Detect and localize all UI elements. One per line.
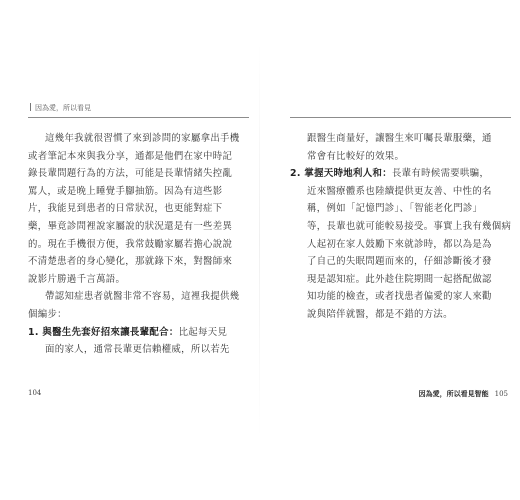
running-head	[30, 103, 91, 113]
text-line: 知功能的檢查，或者找患者偏愛的家人來勸	[307, 291, 492, 303]
text-line: 現是認知症。此外趁住院期間一起搭配做認	[307, 273, 492, 285]
header-rule	[28, 117, 249, 118]
page-number: 105	[494, 390, 508, 398]
text-line: 了自己的失眠問題而來的，仔細診斷後才發	[307, 256, 492, 268]
text-line: 罵人，或是晚上睡覺手腳抽筋。因為有這些影	[28, 185, 223, 197]
list-item-1	[28, 324, 253, 342]
text-line: 長輩有時候需要哄騙，	[391, 168, 490, 180]
right-page	[260, 0, 520, 500]
running-head-bar	[30, 103, 31, 111]
text-line: 近來醫療體系也陸續提供更友善、中性的名	[307, 185, 492, 197]
footer-book-title: 因為愛，所以看見智能	[418, 389, 489, 398]
text-line: 面的家人，通常長輩更信賴權威，所以若先	[45, 344, 230, 356]
text-line: 說與陪伴就醫，都是不錯的方法。	[307, 308, 453, 320]
running-head-text: 因為愛，所以看見	[35, 104, 91, 112]
header-rule	[290, 117, 511, 118]
text-line: 不清楚患者的身心變化，那就錄下來，對醫師來	[28, 256, 233, 268]
text-line: 或者筆記本來與我分享，通都是他們在家中時記	[28, 150, 233, 162]
text-line: 的。現在手機很方便，我常鼓勵家屬若擔心說說	[28, 238, 233, 250]
text-line: 個編步：	[28, 308, 67, 320]
list-item-heading: 2. 掌握天時地利人和：	[290, 168, 392, 180]
text-line: 說影片勝過千言萬語。	[28, 273, 126, 285]
page-number: 104	[28, 389, 42, 397]
body-paragraph-2	[290, 130, 515, 324]
text-line: 錄長輩問題行為的方法，可能是長輩情緒失控亂	[28, 168, 233, 180]
body-paragraph-1	[28, 130, 253, 359]
text-line: 帶認知症患者就醫非常不容易，這裡我提供幾	[45, 291, 240, 303]
list-item-2	[290, 165, 515, 183]
text-line: 比起每天見	[178, 326, 228, 338]
text-line: 人起初在家人鼓勵下來就診時，都以為是為	[307, 238, 492, 250]
text-line: 跟醫生商量好，讓醫生來叮囑長輩服藥，通	[307, 133, 492, 144]
text-line: 這幾年我就很習慣了來到診問的家屬拿出手機	[45, 133, 240, 144]
text-line: 藥，畢竟診問裡說家屬說的狀況還是有一些差異	[28, 220, 233, 232]
text-line: 稱，例如「記憶門診」、「智能老化門診」	[307, 203, 483, 215]
text-line: 常會有比較好的效果。	[307, 150, 405, 162]
text-line: 片，我能見到患者的日常狀況，也更能對症下	[28, 203, 223, 215]
list-item-heading: 1. 與醫生先套好招來讓長輩配合：	[28, 326, 179, 338]
text-line: 等，長輩也就可能較易接受。事實上我有幾個病	[307, 220, 512, 232]
page-footer	[419, 389, 508, 399]
